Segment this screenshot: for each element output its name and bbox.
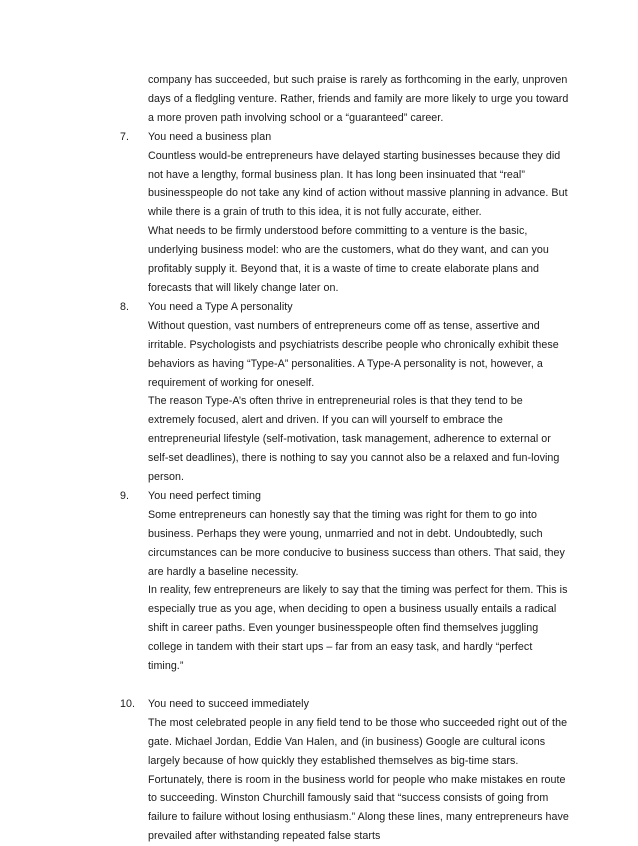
list-item-number: 7.: [120, 130, 130, 143]
intro-paragraph: company has succeeded, but such praise is rarely as forthcoming in the early, unproven days of a fledgling venture. Rather, friends and family are more likely to urge you toward a more proven path involving school or a “guaranteed” career.: [148, 74, 569, 124]
list-item-title: You need a business plan: [148, 130, 272, 143]
list-item-8: [120, 298, 570, 487]
list-item-9: [120, 487, 570, 676]
list-item-title: You need to succeed immediately: [148, 697, 309, 710]
list-item-paragraph: Some entrepreneurs can honestly say that the timing was right for them to go into business. Perhaps they were young, unmarried and not in debt. Undoubtedly, such circumstances can be more conducive to business success than others. That said, they are hardly a baseline necessity.: [148, 508, 565, 578]
list-item-number: 9.: [120, 489, 130, 502]
list-item-number: 10.: [120, 697, 136, 710]
list-item-title: You need perfect timing: [148, 489, 262, 502]
list-item-title: You need a Type A personality: [148, 300, 293, 313]
list-item-paragraph: Countless would-be entrepreneurs have delayed starting businesses because they did not have a lengthy, formal business plan. It has long been insinuated that “real” businesspeople do not take any kind of action without massive planning in advance. But while there is a grain of truth to this idea, it is not fully accurate, either.: [148, 149, 568, 219]
list-item-paragraph: In reality, few entrepreneurs are likely to say that the timing was perfect for them. This is especially true as you age, when deciding to open a business usually entails a radical shift in career paths. Even younger businesspeople often find themselves juggling college in tandem with their start ups – far from an easy task, and hardly “perfect timing.”: [148, 584, 568, 673]
list-item-paragraph: Without question, vast numbers of entrepreneurs come off as tense, assertive and irritable. Psychologists and psychiatrists describe people who chronically exhibit these behaviors as having “Type-A” personalities. A Type-A personality is not, however, a requirement of working for oneself.: [148, 319, 559, 389]
list-item-7: [120, 128, 570, 298]
list-item-paragraph: The reason Type-A’s often thrive in entrepreneurial roles is that they tend to be extremely focused, alert and driven. If you can will yourself to embrace the entrepreneurial lifestyle (self-motivation, task management, adherence to external or self-set deadlines), there is nothing to say you cannot also be a relaxed and fun-loving person.: [148, 395, 560, 484]
list-item-paragraph: The most celebrated people in any field tend to be those who succeeded right out of the gate. Michael Jordan, Eddie Van Halen, and (in business) Google are cultural icons largely because of how quickly they established themselves as big-time stars. Fortunately, there is room in the business world for people who make mistakes en route to succeeding. Winston Churchill famously said that “success consists of going from failure to failure without losing enthusiasm.” Along these lines, many entrepreneurs have prevailed after withstanding repeated false starts: [148, 716, 569, 843]
document-body: [120, 71, 570, 846]
list-item-paragraph: What needs to be firmly understood before committing to a venture is the basic, underlying business model: who are the customers, what do they want, and can you profitably supply it. Beyond that, it is a waste of time to create elaborate plans and forecasts that will likely change later on.: [148, 225, 549, 294]
list-item-number: 8.: [120, 300, 130, 313]
list-item-10: [120, 695, 570, 846]
paragraph-spacer: [120, 676, 570, 695]
